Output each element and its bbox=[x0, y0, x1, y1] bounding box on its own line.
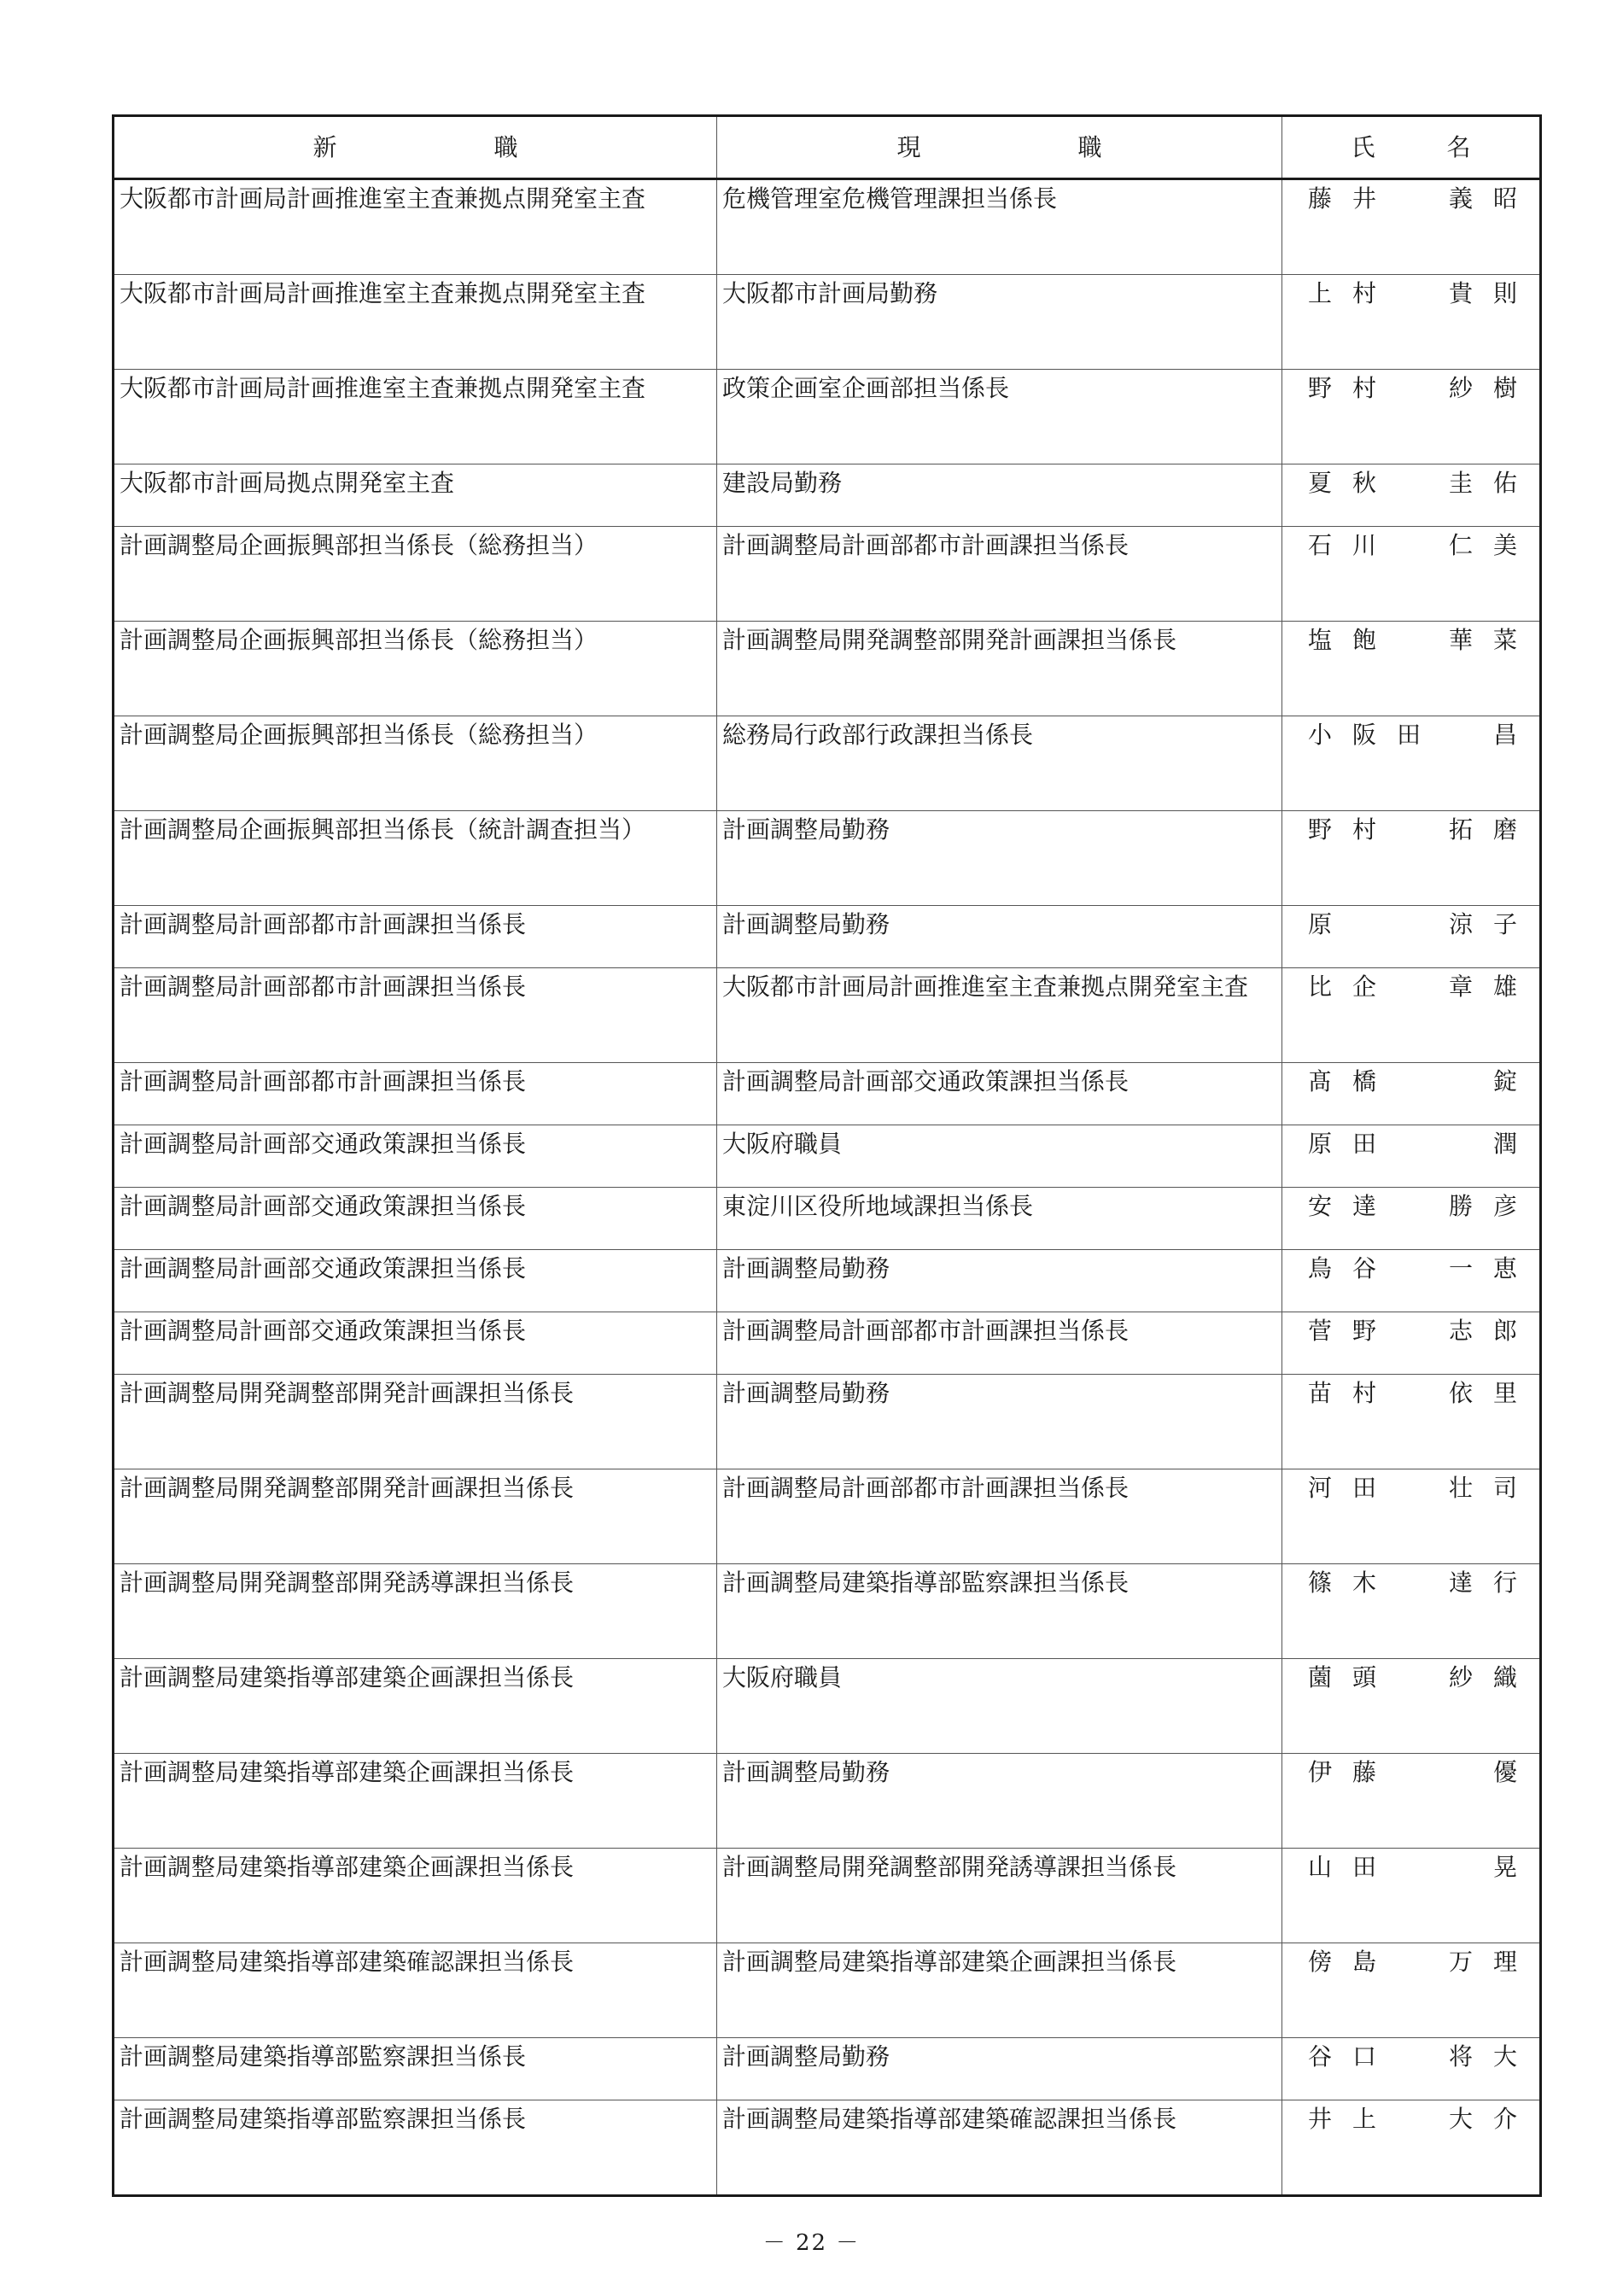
current-post-text: 大阪府職員 bbox=[722, 1130, 843, 1158]
header-current-post-char-2: 職 bbox=[1077, 133, 1102, 161]
cell-name bbox=[1282, 1125, 1541, 1188]
new-post-text: 大阪都市計画局計画推進室主査兼拠点開発室主査 bbox=[120, 184, 646, 213]
given-name: 万理 bbox=[1448, 1948, 1538, 1976]
table-row bbox=[114, 811, 1541, 906]
cell-name bbox=[1282, 370, 1541, 464]
cell-current-post bbox=[717, 811, 1282, 906]
current-post-text: 計画調整局計画部都市計画課担当係長 bbox=[722, 1317, 1130, 1345]
cell-new-post bbox=[114, 811, 717, 906]
current-post-text: 計画調整局勤務 bbox=[722, 815, 890, 844]
cell-new-post bbox=[114, 527, 717, 622]
surname: 藤井 bbox=[1308, 184, 1398, 213]
new-post-text: 大阪都市計画局計画推進室主査兼拠点開発室主査 bbox=[120, 279, 646, 307]
current-post-text: 計画調整局計画部都市計画課担当係長 bbox=[722, 531, 1130, 559]
surname: 比企 bbox=[1308, 973, 1398, 1001]
table-row bbox=[114, 1312, 1541, 1375]
cell-new-post bbox=[114, 1375, 717, 1469]
new-post-text: 計画調整局計画部交通政策課担当係長 bbox=[120, 1130, 527, 1158]
new-post-text: 計画調整局企画振興部担当係長（総務担当） bbox=[120, 626, 598, 654]
table-row bbox=[114, 622, 1541, 716]
header-name-char-1: 氏 bbox=[1351, 133, 1375, 161]
cell-name bbox=[1282, 968, 1541, 1063]
table-row bbox=[114, 179, 1541, 275]
table-row bbox=[114, 1469, 1541, 1564]
cell-current-post bbox=[717, 527, 1282, 622]
current-post-text: 計画調整局建築指導部建築確認課担当係長 bbox=[722, 2105, 1177, 2133]
cell-name bbox=[1282, 464, 1541, 527]
cell-current-post bbox=[717, 464, 1282, 527]
surname: 井上 bbox=[1308, 2105, 1398, 2133]
given-name: 潤 bbox=[1492, 1130, 1538, 1158]
table-row bbox=[114, 1063, 1541, 1125]
current-post-text: 計画調整局勤務 bbox=[722, 2042, 890, 2071]
current-post-text: 大阪都市計画局計画推進室主査兼拠点開発室主査 bbox=[722, 973, 1249, 1001]
current-post-text: 大阪都市計画局勤務 bbox=[722, 279, 938, 307]
cell-new-post bbox=[114, 464, 717, 527]
new-post-text: 計画調整局開発調整部開発計画課担当係長 bbox=[120, 1379, 575, 1407]
current-post-text: 計画調整局勤務 bbox=[722, 1758, 890, 1786]
new-post-text: 計画調整局計画部交通政策課担当係長 bbox=[120, 1192, 527, 1220]
cell-name bbox=[1282, 1849, 1541, 1943]
given-name: 涼子 bbox=[1448, 910, 1538, 938]
cell-current-post bbox=[717, 2038, 1282, 2100]
table-row bbox=[114, 1375, 1541, 1469]
cell-new-post bbox=[114, 716, 717, 811]
cell-current-post bbox=[717, 1943, 1282, 2038]
table-row bbox=[114, 2100, 1541, 2196]
cell-name bbox=[1282, 1754, 1541, 1849]
given-name: 章雄 bbox=[1448, 973, 1538, 1001]
cell-current-post bbox=[717, 1125, 1282, 1188]
table-row bbox=[114, 275, 1541, 370]
cell-name bbox=[1282, 1188, 1541, 1250]
new-post-text: 計画調整局計画部交通政策課担当係長 bbox=[120, 1317, 527, 1345]
table-row bbox=[114, 1659, 1541, 1754]
cell-current-post bbox=[717, 1469, 1282, 1564]
cell-new-post bbox=[114, 1943, 717, 2038]
current-post-text: 危機管理室危機管理課担当係長 bbox=[722, 184, 1058, 213]
given-name: 達行 bbox=[1448, 1569, 1538, 1597]
cell-new-post bbox=[114, 1188, 717, 1250]
cell-new-post bbox=[114, 1250, 717, 1312]
cell-current-post bbox=[717, 1063, 1282, 1125]
cell-name bbox=[1282, 179, 1541, 275]
surname: 原田 bbox=[1308, 1130, 1398, 1158]
given-name: 紗樹 bbox=[1448, 374, 1538, 402]
table-row bbox=[114, 1188, 1541, 1250]
cell-new-post bbox=[114, 1659, 717, 1754]
current-post-text: 東淀川区役所地域課担当係長 bbox=[722, 1192, 1034, 1220]
given-name: 華菜 bbox=[1448, 626, 1538, 654]
given-name: 錠 bbox=[1492, 1067, 1538, 1095]
cell-new-post bbox=[114, 179, 717, 275]
cell-current-post bbox=[717, 1188, 1282, 1250]
cell-current-post bbox=[717, 370, 1282, 464]
cell-new-post bbox=[114, 1564, 717, 1659]
current-post-text: 計画調整局勤務 bbox=[722, 1254, 890, 1282]
table-row bbox=[114, 464, 1541, 527]
page-number: － 22 － bbox=[762, 2230, 861, 2256]
cell-current-post bbox=[717, 1312, 1282, 1375]
surname: 上村 bbox=[1308, 279, 1398, 307]
cell-new-post bbox=[114, 1312, 717, 1375]
new-post-text: 計画調整局企画振興部担当係長（総務担当） bbox=[120, 531, 598, 559]
surname: 谷口 bbox=[1308, 2042, 1398, 2071]
table-row bbox=[114, 1943, 1541, 2038]
cell-name bbox=[1282, 1564, 1541, 1659]
cell-name bbox=[1282, 1375, 1541, 1469]
given-name: 昌 bbox=[1492, 721, 1538, 749]
header-name-char-2: 名 bbox=[1446, 133, 1471, 161]
current-post-text: 計画調整局開発調整部開発計画課担当係長 bbox=[722, 626, 1177, 654]
cell-name bbox=[1282, 906, 1541, 968]
cell-name bbox=[1282, 1943, 1541, 2038]
cell-current-post bbox=[717, 179, 1282, 275]
current-post-text: 総務局行政部行政課担当係長 bbox=[722, 721, 1034, 749]
cell-new-post bbox=[114, 1063, 717, 1125]
surname: 伊藤 bbox=[1308, 1758, 1398, 1786]
cell-new-post bbox=[114, 275, 717, 370]
cell-new-post bbox=[114, 1125, 717, 1188]
cell-name bbox=[1282, 716, 1541, 811]
surname: 菅野 bbox=[1308, 1317, 1398, 1345]
cell-name bbox=[1282, 622, 1541, 716]
cell-name bbox=[1282, 1250, 1541, 1312]
current-post-text: 計画調整局建築指導部建築企画課担当係長 bbox=[722, 1948, 1177, 1976]
cell-new-post bbox=[114, 2038, 717, 2100]
cell-name bbox=[1282, 527, 1541, 622]
new-post-text: 計画調整局企画振興部担当係長（総務担当） bbox=[120, 721, 598, 749]
surname: 薗頭 bbox=[1308, 1663, 1398, 1691]
cell-name bbox=[1282, 811, 1541, 906]
surname: 髙橋 bbox=[1308, 1067, 1398, 1095]
cell-new-post bbox=[114, 370, 717, 464]
given-name: 一恵 bbox=[1448, 1254, 1538, 1282]
given-name: 依里 bbox=[1448, 1379, 1538, 1407]
current-post-text: 大阪府職員 bbox=[722, 1663, 843, 1691]
surname: 夏秋 bbox=[1308, 469, 1398, 497]
cell-current-post bbox=[717, 1849, 1282, 1943]
given-name: 義昭 bbox=[1448, 184, 1538, 213]
surname: 河田 bbox=[1308, 1474, 1398, 1502]
given-name: 志郎 bbox=[1448, 1317, 1538, 1345]
surname: 苗村 bbox=[1308, 1379, 1398, 1407]
surname: 野村 bbox=[1308, 815, 1398, 844]
cell-current-post bbox=[717, 2100, 1282, 2196]
new-post-text: 計画調整局建築指導部建築確認課担当係長 bbox=[120, 1948, 575, 1976]
table-row bbox=[114, 1564, 1541, 1659]
cell-name bbox=[1282, 2100, 1541, 2196]
cell-current-post bbox=[717, 622, 1282, 716]
given-name: 晃 bbox=[1492, 1853, 1538, 1881]
given-name: 将大 bbox=[1448, 2042, 1538, 2071]
cell-name bbox=[1282, 1063, 1541, 1125]
cell-name bbox=[1282, 275, 1541, 370]
given-name: 仁美 bbox=[1448, 531, 1538, 559]
new-post-text: 計画調整局開発調整部開発計画課担当係長 bbox=[120, 1474, 575, 1502]
surname: 傍島 bbox=[1308, 1948, 1398, 1976]
header-current-post bbox=[717, 116, 1282, 179]
new-post-text: 計画調整局計画部都市計画課担当係長 bbox=[120, 973, 527, 1001]
cell-new-post bbox=[114, 968, 717, 1063]
given-name: 勝彦 bbox=[1448, 1192, 1538, 1220]
table-header bbox=[114, 116, 1541, 179]
cell-name bbox=[1282, 2038, 1541, 2100]
table-row bbox=[114, 2038, 1541, 2100]
cell-new-post bbox=[114, 1469, 717, 1564]
cell-current-post bbox=[717, 1250, 1282, 1312]
new-post-text: 計画調整局建築指導部建築企画課担当係長 bbox=[120, 1853, 575, 1881]
table-body bbox=[114, 179, 1541, 2196]
new-post-text: 計画調整局計画部都市計画課担当係長 bbox=[120, 1067, 527, 1095]
cell-current-post bbox=[717, 1754, 1282, 1849]
new-post-text: 計画調整局建築指導部建築企画課担当係長 bbox=[120, 1758, 575, 1786]
current-post-text: 計画調整局勤務 bbox=[722, 910, 890, 938]
header-name bbox=[1282, 116, 1541, 179]
cell-current-post bbox=[717, 1659, 1282, 1754]
current-post-text: 計画調整局計画部交通政策課担当係長 bbox=[722, 1067, 1130, 1095]
new-post-text: 計画調整局建築指導部建築企画課担当係長 bbox=[120, 1663, 575, 1691]
cell-current-post bbox=[717, 1564, 1282, 1659]
new-post-text: 計画調整局計画部都市計画課担当係長 bbox=[120, 910, 527, 938]
table-row bbox=[114, 906, 1541, 968]
surname: 石川 bbox=[1308, 531, 1398, 559]
given-name: 優 bbox=[1492, 1758, 1538, 1786]
given-name: 拓磨 bbox=[1448, 815, 1538, 844]
surname: 山田 bbox=[1308, 1853, 1398, 1881]
cell-name bbox=[1282, 1312, 1541, 1375]
table-row bbox=[114, 1754, 1541, 1849]
table-row bbox=[114, 716, 1541, 811]
table-row bbox=[114, 1849, 1541, 1943]
new-post-text: 計画調整局計画部交通政策課担当係長 bbox=[120, 1254, 527, 1282]
new-post-text: 計画調整局建築指導部監察課担当係長 bbox=[120, 2042, 527, 2071]
surname: 小阪田 bbox=[1308, 721, 1442, 749]
given-name: 大介 bbox=[1448, 2105, 1538, 2133]
header-new-post bbox=[114, 116, 717, 179]
header-new-post-char-2: 職 bbox=[493, 133, 518, 161]
current-post-text: 計画調整局勤務 bbox=[722, 1379, 890, 1407]
table-row bbox=[114, 1250, 1541, 1312]
cell-new-post bbox=[114, 2100, 717, 2196]
current-post-text: 建設局勤務 bbox=[722, 469, 843, 497]
current-post-text: 計画調整局計画部都市計画課担当係長 bbox=[722, 1474, 1130, 1502]
new-post-text: 大阪都市計画局拠点開発室主査 bbox=[120, 469, 455, 497]
new-post-text: 計画調整局建築指導部監察課担当係長 bbox=[120, 2105, 527, 2133]
cell-current-post bbox=[717, 716, 1282, 811]
given-name: 圭佑 bbox=[1448, 469, 1538, 497]
personnel-table bbox=[112, 114, 1542, 2197]
cell-new-post bbox=[114, 906, 717, 968]
new-post-text: 大阪都市計画局計画推進室主査兼拠点開発室主査 bbox=[120, 374, 646, 402]
current-post-text: 計画調整局建築指導部監察課担当係長 bbox=[722, 1569, 1130, 1597]
given-name: 壮司 bbox=[1448, 1474, 1538, 1502]
table-row bbox=[114, 968, 1541, 1063]
table-row bbox=[114, 527, 1541, 622]
cell-current-post bbox=[717, 275, 1282, 370]
cell-name bbox=[1282, 1469, 1541, 1564]
surname: 原 bbox=[1308, 910, 1353, 938]
surname: 鳥谷 bbox=[1308, 1254, 1398, 1282]
cell-current-post bbox=[717, 1375, 1282, 1469]
table-row bbox=[114, 370, 1541, 464]
current-post-text: 計画調整局開発調整部開発誘導課担当係長 bbox=[722, 1853, 1177, 1881]
header-current-post-char-1: 現 bbox=[896, 133, 921, 161]
new-post-text: 計画調整局企画振興部担当係長（統計調査担当） bbox=[120, 815, 646, 844]
table-row bbox=[114, 1125, 1541, 1188]
surname: 篠木 bbox=[1308, 1569, 1398, 1597]
given-name: 貴則 bbox=[1448, 279, 1538, 307]
current-post-text: 政策企画室企画部担当係長 bbox=[722, 374, 1010, 402]
header-new-post-char-1: 新 bbox=[312, 133, 337, 161]
cell-current-post bbox=[717, 968, 1282, 1063]
surname: 野村 bbox=[1308, 374, 1398, 402]
new-post-text: 計画調整局開発調整部開発誘導課担当係長 bbox=[120, 1569, 575, 1597]
cell-new-post bbox=[114, 1754, 717, 1849]
cell-name bbox=[1282, 1659, 1541, 1754]
cell-new-post bbox=[114, 622, 717, 716]
surname: 安達 bbox=[1308, 1192, 1398, 1220]
cell-current-post bbox=[717, 906, 1282, 968]
surname: 塩飽 bbox=[1308, 626, 1398, 654]
given-name: 紗織 bbox=[1448, 1663, 1538, 1691]
cell-new-post bbox=[114, 1849, 717, 1943]
